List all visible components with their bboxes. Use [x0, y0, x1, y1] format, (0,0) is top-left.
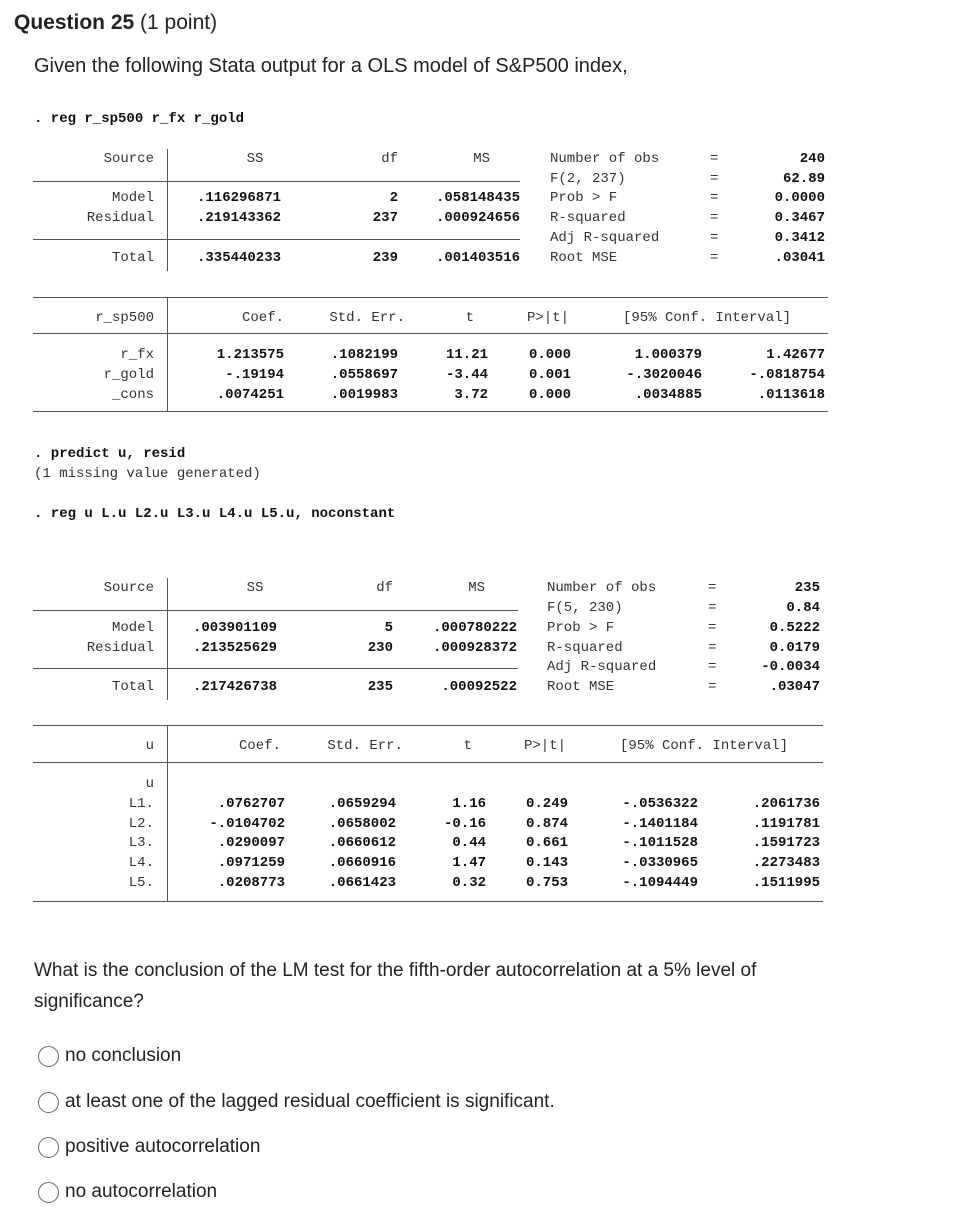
anova2-row-model-source: Model: [111, 620, 154, 636]
anova1-header-ss: SS: [246, 151, 264, 167]
coef1-row-t: 3.72: [454, 387, 488, 403]
anova2-stat-eq-r2: =: [708, 640, 717, 656]
anova1-stat-label-adjr2: Adj R-squared: [550, 230, 660, 246]
question-title: [14, 11, 217, 35]
coef1-row-coef: 1.213575: [216, 347, 284, 363]
anova1-stat-label-r2: R-squared: [550, 210, 626, 226]
coef2-row-lo: -.1094449: [622, 875, 698, 891]
coef1-rule-top: [33, 297, 828, 298]
anova1-stat-eq-rmse: =: [710, 250, 719, 266]
radio-button-icon[interactable]: [38, 1092, 59, 1113]
anova2-stat-label-nobs: Number of obs: [547, 580, 657, 596]
coef2-row-p: 0.661: [525, 835, 568, 851]
coef1-row-t: -3.44: [445, 367, 488, 383]
coef2-row-t: 1.16: [452, 796, 486, 812]
coef2-row-p: 0.143: [525, 855, 568, 871]
coef2-vrule: [167, 725, 168, 901]
anova1-row-total-df: 239: [372, 250, 398, 266]
coef2-row-lo: -.1401184: [622, 816, 698, 832]
anova2-vrule: [167, 578, 168, 700]
coef2-row-se: .0661423: [328, 875, 396, 891]
coef1-row-se: .0019983: [330, 387, 398, 403]
coef2-row-t: 1.47: [452, 855, 486, 871]
coef2-row-t: 0.32: [452, 875, 486, 891]
coef2-row-var: L5.: [128, 875, 154, 891]
anova2-stat-eq-adjr2: =: [708, 659, 717, 675]
coef2-row-se: .0660612: [328, 835, 396, 851]
coef2-row-se: .0659294: [328, 796, 396, 812]
anova1-stat-value-adjr2: 0.3412: [774, 230, 825, 246]
anova2-stat-label-adjr2: Adj R-squared: [547, 659, 657, 675]
coef2-row-var: L1.: [128, 796, 154, 812]
anova1-row-total-ms: .001403516: [435, 250, 520, 266]
coef1-rule-bottom: [33, 411, 828, 412]
anova2-row-residual-source: Residual: [86, 640, 154, 656]
anova2-stat-value-rmse: .03047: [769, 679, 820, 695]
answer-option-positive-autocorrelation[interactable]: [38, 1134, 260, 1160]
coef2-row-hi: .1511995: [752, 875, 820, 891]
anova2-stat-eq-nobs: =: [708, 580, 717, 596]
anova1-stat-eq-f: =: [710, 171, 719, 187]
coef1-header-dep: r_sp500: [95, 310, 154, 326]
coef2-row-coef: .0971259: [217, 855, 285, 871]
coef1-header-se: Std. Err.: [329, 310, 405, 326]
answer-option-label: no autocorrelation: [65, 1181, 218, 1202]
anova2-stat-value-f: 0.84: [786, 600, 820, 616]
coef2-row-hi: .1191781: [752, 816, 820, 832]
anova1-row-model-df: 2: [389, 190, 398, 206]
anova1-rule-total: [33, 239, 520, 240]
anova1-stat-eq-nobs: =: [710, 151, 719, 167]
anova2-row-total-ms: .00092522: [441, 679, 517, 695]
anova1-row-model-source: Model: [111, 190, 154, 206]
anova1-stat-label-nobs: Number of obs: [550, 151, 660, 167]
coef2-row-t: -0.16: [443, 816, 486, 832]
anova2-stat-label-rmse: Root MSE: [547, 679, 615, 695]
coef1-row-lo: 1.000379: [634, 347, 702, 363]
anova1-stat-eq-probf: =: [710, 190, 719, 206]
coef2-row-var: L3.: [128, 835, 154, 851]
anova2-header-source: Source: [103, 580, 154, 596]
coef2-row-lo: -.0536322: [622, 796, 698, 812]
anova1-row-model-ms: .058148435: [435, 190, 520, 206]
question-prompt: What is the conclusion of the LM test for the fifth-order autocorrelation at a 5% level of significance?: [34, 960, 757, 1012]
anova2-row-model-ms: .000780222: [432, 620, 517, 636]
coef1-header-ci: [95% Conf. Interval]: [623, 310, 792, 326]
coef1-row-p: 0.000: [528, 347, 571, 363]
anova2-row-model-ss: .003901109: [193, 620, 278, 636]
radio-button-icon[interactable]: [38, 1046, 59, 1067]
coef2-row-coef: .0208773: [217, 875, 285, 891]
anova2-stat-eq-probf: =: [708, 620, 717, 636]
coef1-row-hi: -.0818754: [749, 367, 825, 383]
anova1-row-residual-df: 237: [372, 210, 398, 226]
radio-button-icon[interactable]: [38, 1182, 59, 1203]
anova2-row-total-df: 235: [367, 679, 393, 695]
anova2-stat-eq-rmse: =: [708, 679, 717, 695]
coef2-row-var: L4.: [128, 855, 154, 871]
coef1-header-p: P>|t|: [526, 310, 569, 326]
anova1-header-source: Source: [103, 151, 154, 167]
answer-option-label: positive autocorrelation: [65, 1136, 261, 1157]
coef2-row-p: 0.249: [525, 796, 568, 812]
anova1-stat-value-f: 62.89: [782, 171, 825, 187]
radio-button-icon[interactable]: [38, 1137, 59, 1158]
coef1-row-se: .0558697: [330, 367, 398, 383]
anova2-header-df: df: [376, 580, 393, 596]
anova2-row-residual-ms: .000928372: [432, 640, 517, 656]
anova1-header-df: df: [381, 151, 398, 167]
coef2-row-p: 0.874: [525, 816, 568, 832]
coef1-rule-header: [33, 333, 828, 334]
coef2-header-p: P>|t|: [523, 738, 566, 754]
anova1-row-residual-ms: .000924656: [435, 210, 520, 226]
coef2-header-se: Std. Err.: [327, 738, 403, 754]
coef2-row-lo: -.1011528: [622, 835, 698, 851]
anova1-row-residual-ss: .219143362: [197, 210, 282, 226]
coef1-header-t: t: [465, 310, 474, 326]
coef2-row-se: .0660916: [328, 855, 396, 871]
coef1-row-var: r_fx: [120, 347, 154, 363]
coef2-row-coef: .0762707: [217, 796, 285, 812]
anova2-header-ms: MS: [468, 580, 485, 596]
answer-option-lagged-significant[interactable]: [38, 1089, 555, 1115]
stata-command-2: . predict u, resid: [34, 446, 186, 462]
answer-option-label: no conclusion: [65, 1045, 182, 1066]
coef1-header-coef: Coef.: [241, 310, 284, 326]
coef2-row-hi: .2061736: [752, 796, 820, 812]
coef1-row-coef: -.19194: [225, 367, 284, 383]
anova2-stat-value-nobs: 235: [794, 580, 820, 596]
anova1-stat-value-probf: 0.0000: [774, 190, 825, 206]
anova1-stat-label-probf: Prob > F: [550, 190, 618, 206]
answer-option-label: at least one of the lagged residual coefficient is significant.: [65, 1091, 555, 1112]
coef2-row-var: L2.: [128, 816, 154, 832]
coef1-row-p: 0.001: [528, 367, 571, 383]
anova2-rule-total: [33, 668, 518, 669]
anova2-row-residual-ss: .213525629: [193, 640, 278, 656]
coef1-row-hi: .0113618: [757, 387, 825, 403]
coef2-row-hi: .2273483: [752, 855, 820, 871]
anova2-stat-value-adjr2: -0.0034: [761, 659, 820, 675]
anova2-row-model-df: 5: [384, 620, 393, 636]
anova2-rule-header: [33, 610, 518, 611]
stata-command-1: . reg r_sp500 r_fx r_gold: [34, 111, 245, 127]
coef1-row-var: _cons: [111, 387, 154, 403]
coef1-row-coef: .0074251: [216, 387, 284, 403]
anova1-stat-value-nobs: 240: [799, 151, 825, 167]
anova2-stat-label-probf: Prob > F: [547, 620, 615, 636]
coef1-row-hi: 1.42677: [766, 347, 825, 363]
anova1-stat-value-rmse: .03041: [774, 250, 825, 266]
anova1-header-ms: MS: [473, 151, 490, 167]
coef2-group-label: u: [145, 776, 154, 792]
coef1-row-t: 11.21: [445, 347, 488, 363]
coef2-row-lo: -.0330965: [622, 855, 698, 871]
anova1-vrule: [167, 149, 168, 271]
coef2-rule-bottom: [33, 901, 823, 902]
coef2-row-coef: -.0104702: [209, 816, 285, 832]
coef1-vrule: [167, 297, 168, 411]
anova2-row-total-source: Total: [111, 679, 154, 695]
anova2-stat-label-f: F(5, 230): [547, 600, 623, 616]
anova1-row-total-source: Total: [111, 250, 154, 266]
coef2-row-p: 0.753: [525, 875, 568, 891]
coef2-header-coef: Coef.: [238, 738, 281, 754]
anova2-stat-label-r2: R-squared: [547, 640, 623, 656]
coef2-row-t: 0.44: [452, 835, 486, 851]
coef2-header-t: t: [463, 738, 472, 754]
anova1-stat-label-f: F(2, 237): [550, 171, 626, 187]
coef2-row-se: .0658002: [328, 816, 396, 832]
question-points: (1 point): [140, 11, 218, 34]
anova2-stat-eq-f: =: [708, 600, 717, 616]
coef1-row-p: 0.000: [528, 387, 571, 403]
coef2-rule-header: [33, 762, 823, 763]
coef2-row-hi: .1591723: [752, 835, 820, 851]
anova1-row-model-ss: .116296871: [197, 190, 282, 206]
coef1-row-lo: .0034885: [634, 387, 702, 403]
anova1-stat-value-r2: 0.3467: [774, 210, 825, 226]
anova1-stat-eq-adjr2: =: [710, 230, 719, 246]
coef2-rule-top: [33, 725, 823, 726]
anova1-row-total-ss: .335440233: [197, 250, 282, 266]
answer-option-no-autocorrelation[interactable]: [38, 1179, 217, 1205]
anova1-stat-eq-r2: =: [710, 210, 719, 226]
stata-command-3: . reg u L.u L2.u L3.u L4.u L5.u, noconstant: [34, 506, 396, 522]
anova1-stat-label-rmse: Root MSE: [550, 250, 618, 266]
coef1-row-se: .1082199: [330, 347, 398, 363]
anova2-header-ss: SS: [246, 580, 264, 596]
question-intro: Given the following Stata output for a OLS model of S&P500 index,: [34, 55, 628, 77]
coef2-header-dep: u: [145, 738, 154, 754]
coef2-row-coef: .0290097: [217, 835, 285, 851]
answer-option-no-conclusion[interactable]: [38, 1043, 181, 1069]
anova2-stat-value-probf: 0.5222: [769, 620, 820, 636]
stata-note-2: (1 missing value generated): [34, 466, 261, 482]
anova2-row-residual-df: 230: [367, 640, 393, 656]
anova1-row-residual-source: Residual: [86, 210, 154, 226]
coef2-header-ci: [95% Conf. Interval]: [620, 738, 789, 754]
anova2-stat-value-r2: 0.0179: [769, 640, 820, 656]
coef1-row-lo: -.3020046: [626, 367, 702, 383]
anova2-row-total-ss: .217426738: [193, 679, 278, 695]
anova1-rule-header: [33, 181, 520, 182]
coef1-row-var: r_gold: [103, 367, 154, 383]
question-number: Question 25: [14, 11, 135, 34]
